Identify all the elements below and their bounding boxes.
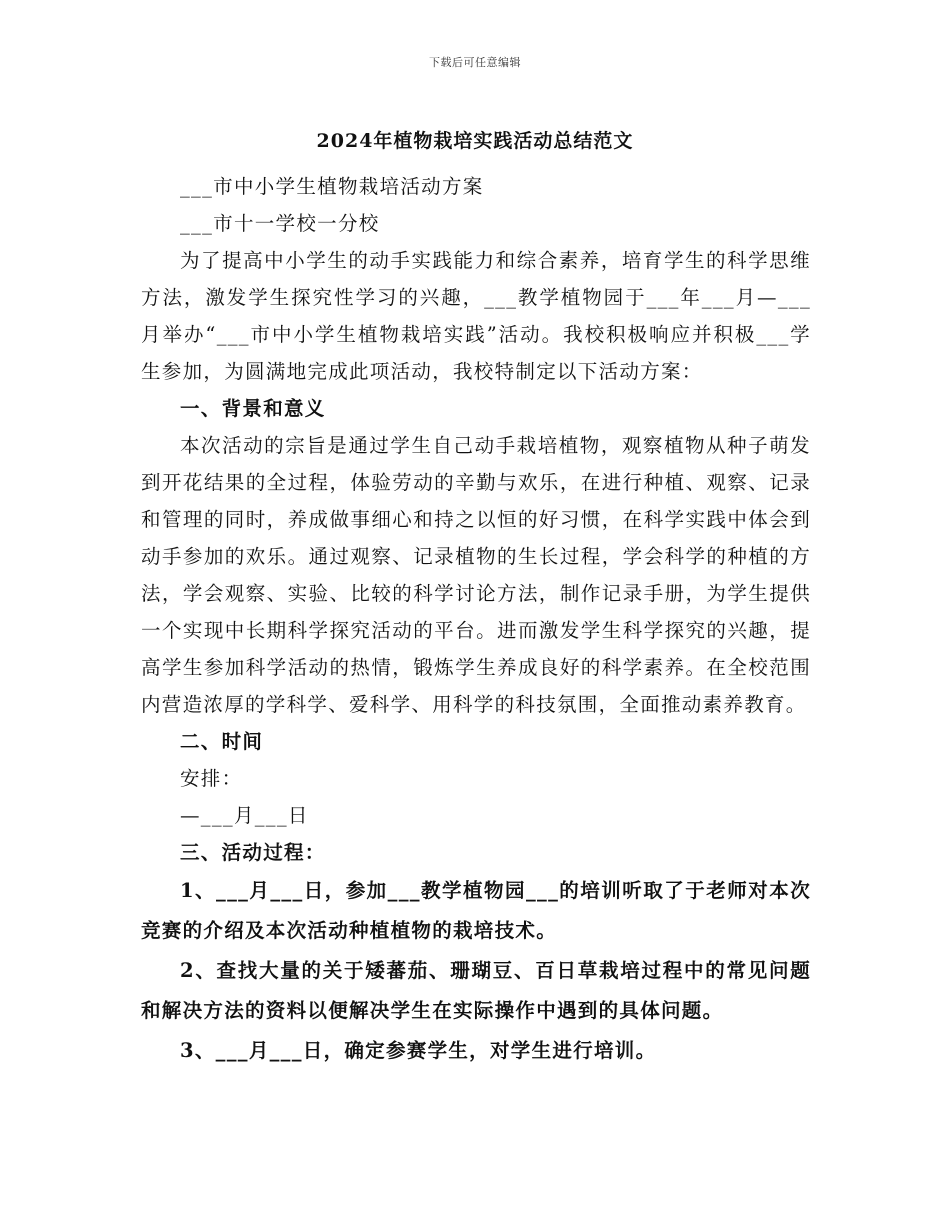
background-paragraph: 本次活动的宗旨是通过学生自己动手栽培植物，观察植物从种子萌发到开花结果的全过程，体验劳动的辛勤与欢乐，在进行种植、观察、记录和管理的同时，养成做事细心和持之以恒的好习惯，在科学实践中体会到动手参加的欢乐。通过观察、记录植物的生长过程，学会科学的种植的方法，学会观察、实验、比较的科学讨论方法，制作记录手册，为学生提供一个实现中长期科学探究活动的平台。进而激发学生科学探究的兴趣，提高学生参加科学活动的热情，锻炼学生养成良好的科学素养。在全校范围内营造浓厚的学科学、爱科学、用科学的科技氛围，全面推动素养教育。	[141, 434, 811, 716]
intro-paragraph: 为了提高中小学生的动手实践能力和综合素养，培育学生的科学思维方法，激发学生探究性学习的兴趣，___教学植物园于___年___月—___月举办“___市中小学生植物栽培实践”活动。我校积极响应并积极___学生参加，为圆满地完成此项活动，我校特制定以下活动方案：	[141, 249, 811, 383]
arrangement-label: 安排：	[180, 767, 243, 790]
section-heading-background: 一、背景和意义	[180, 397, 326, 420]
process-item-2: 2、查找大量的关于矮蕃茄、珊瑚豆、百日草栽培过程中的常见问题和解决方法的资料以便解决学生在实际操作中遇到的具体问题。	[141, 959, 811, 1022]
section-heading-time: 二、时间	[180, 730, 264, 753]
header-note: 下载后可任意编辑	[429, 56, 521, 69]
document-body	[141, 168, 811, 1071]
section-heading-process: 三、活动过程：	[180, 841, 326, 864]
process-item-3: 3、___月___日，确定参赛学生，对学生进行培训。	[180, 1039, 657, 1062]
arrangement-date: —___月___日	[180, 804, 309, 827]
school-name-line: ___市十一学校一分校	[180, 212, 380, 235]
plan-name-line: ___市中小学生植物栽培活动方案	[180, 175, 484, 198]
process-item-1: 1、___月___日，参加___教学植物园___的培训听取了于老师对本次竞赛的介绍及本次活动种植植物的栽培技术。	[141, 879, 811, 942]
document-title: 2024年植物栽培实践活动总结范文	[316, 130, 634, 152]
